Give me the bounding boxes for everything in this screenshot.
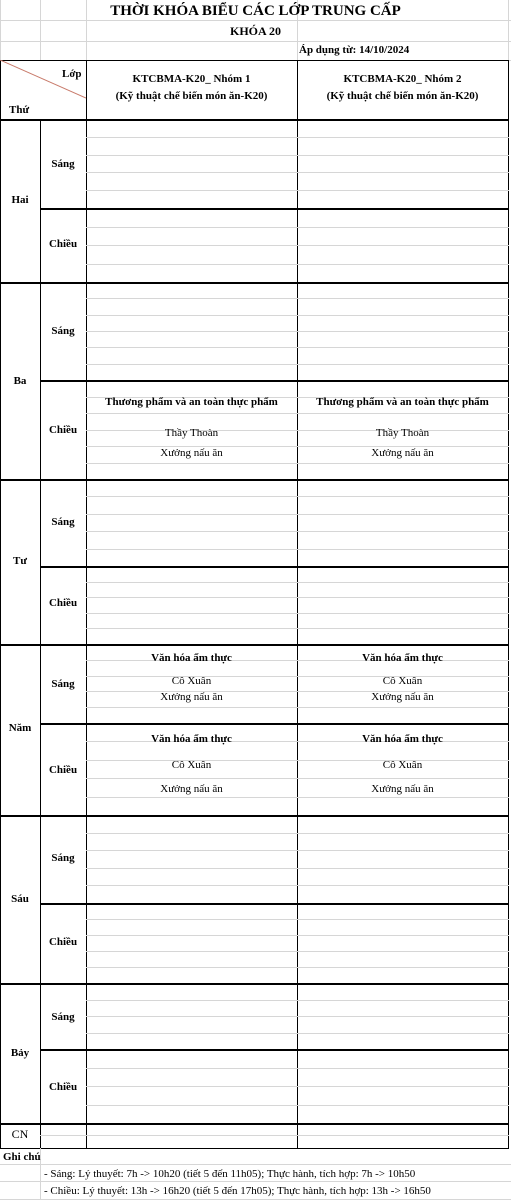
- grid-line: [0, 1123, 509, 1125]
- grid-line: [86, 549, 509, 550]
- grid-line: [86, 707, 509, 708]
- thu-am-g1-subject: Văn hóa ẩm thực: [151, 652, 232, 664]
- grid-line: [86, 1068, 509, 1069]
- day-label-thu: Năm: [8, 722, 32, 734]
- grid-line: [86, 1016, 509, 1017]
- thu-am-g2-teacher: Cô Xuân: [382, 675, 423, 687]
- thu-am-g2-room: Xưởng nấu ăn: [371, 691, 434, 703]
- grid-line: [86, 1086, 509, 1087]
- session-thu-afternoon: Chiều: [48, 764, 78, 776]
- tue-pm-g1-subject: Thương phẩm và an toàn thực phẩm: [105, 396, 278, 408]
- thu-pm-g2-teacher: Cô Xuân: [382, 759, 423, 771]
- corner-label-class: Lớp: [62, 68, 82, 80]
- thu-pm-g2-subject: Văn hóa ẩm thực: [362, 733, 443, 745]
- grid-line: [86, 613, 509, 614]
- session-mon-afternoon: Chiều: [48, 238, 78, 250]
- grid-line: [86, 190, 509, 191]
- grid-line: [86, 413, 509, 414]
- grid-line: [86, 850, 509, 851]
- thu-am-g2-subject: Văn hóa ẩm thực: [362, 652, 443, 664]
- grid-line: [0, 1164, 511, 1165]
- thu-pm-g1-teacher: Cô Xuân: [171, 759, 212, 771]
- session-mon-morning: Sáng: [51, 158, 75, 170]
- class2-name: KTCBMA-K20_ Nhóm 2: [343, 73, 462, 85]
- grid-line: [86, 797, 509, 798]
- grid-line: [0, 983, 509, 985]
- grid-line: [86, 582, 509, 583]
- session-wed-afternoon: Chiều: [48, 597, 78, 609]
- grid-line: [86, 951, 509, 952]
- session-tue-morning: Sáng: [51, 325, 75, 337]
- day-label-sun: CN: [11, 1127, 29, 1141]
- grid-line: [0, 1148, 509, 1149]
- apply-date: Áp dụng từ: 14/10/2024: [299, 44, 410, 56]
- grid-line: [86, 514, 509, 515]
- day-label-wed: Tư: [13, 555, 27, 567]
- grid-line: [86, 463, 509, 464]
- grid-line: [40, 119, 41, 1148]
- grid-line: [40, 208, 509, 210]
- grid-line: [0, 644, 509, 646]
- grid-line: [86, 1033, 509, 1034]
- grid-line: [0, 41, 511, 42]
- thu-pm-g2-room: Xưởng nấu ăn: [371, 783, 434, 795]
- session-tue-afternoon: Chiều: [48, 424, 78, 436]
- session-thu-morning: Sáng: [51, 678, 75, 690]
- tue-pm-g2-subject: Thương phẩm và an toàn thực phẩm: [316, 396, 489, 408]
- grid-line: [40, 903, 509, 905]
- class2-desc: (Kỹ thuật chế biến món ăn-K20): [326, 90, 479, 102]
- grid-line: [86, 778, 509, 779]
- notes-label: Ghi chú: [3, 1151, 41, 1163]
- grid-line: [86, 245, 509, 246]
- grid-line: [40, 380, 509, 382]
- page-title: THỜI KHÓA BIỂU CÁC LỚP TRUNG CẤP: [110, 3, 401, 19]
- grid-line: [86, 364, 509, 365]
- day-label-sat: Bảy: [10, 1047, 30, 1059]
- day-label-fri: Sáu: [11, 893, 29, 905]
- class1-desc: (Kỹ thuật chế biến món ăn-K20): [115, 90, 268, 102]
- grid-line: [40, 1049, 509, 1051]
- grid-line: [0, 1181, 511, 1182]
- page-subtitle: KHÓA 20: [229, 24, 281, 38]
- grid-line: [40, 566, 509, 568]
- grid-line: [86, 347, 509, 348]
- grid-line: [86, 298, 509, 299]
- grid-line: [0, 20, 511, 21]
- grid-line: [0, 282, 509, 284]
- grid-line: [0, 479, 509, 481]
- grid-line: [86, 496, 509, 497]
- session-sat-afternoon: Chiều: [48, 1081, 78, 1093]
- day-label-mon: Hai: [11, 194, 29, 206]
- grid-line: [40, 1135, 509, 1136]
- grid-line: [86, 531, 509, 532]
- grid-line: [0, 815, 509, 817]
- session-wed-morning: Sáng: [51, 516, 75, 528]
- grid-line: [86, 331, 509, 332]
- day-label-tue: Ba: [13, 375, 27, 387]
- thu-pm-g1-room: Xưởng nấu ăn: [160, 783, 223, 795]
- thu-am-g1-room: Xưởng nấu ăn: [160, 691, 223, 703]
- grid-line: [86, 833, 509, 834]
- grid-line: [86, 967, 509, 968]
- grid-line: [40, 723, 509, 725]
- tue-pm-g2-room: Xưởng nấu ăn: [371, 447, 434, 459]
- grid-line: [86, 868, 509, 869]
- class1-name: KTCBMA-K20_ Nhóm 1: [132, 73, 251, 85]
- grid-line: [86, 935, 509, 936]
- tue-pm-g1-room: Xưởng nấu ăn: [160, 447, 223, 459]
- session-fri-afternoon: Chiều: [48, 936, 78, 948]
- notes-line-morning: - Sáng: Lý thuyết: 7h -> 10h20 (tiết 5 đến 11h05); Thực hành, tích hợp: 7h -> 10h50: [44, 1168, 416, 1180]
- grid-line: [86, 628, 509, 629]
- grid-line: [86, 155, 509, 156]
- grid-line: [86, 1000, 509, 1001]
- session-sat-morning: Sáng: [51, 1011, 75, 1023]
- thu-am-g1-teacher: Cô Xuân: [171, 675, 212, 687]
- tue-pm-g1-teacher: Thầy Thoàn: [164, 427, 219, 439]
- grid-line: [86, 1105, 509, 1106]
- grid-line: [86, 919, 509, 920]
- tue-pm-g2-teacher: Thầy Thoàn: [375, 427, 430, 439]
- corner-label-day: Thứ: [9, 104, 30, 116]
- notes-line-afternoon: - Chiều: Lý thuyết: 13h -> 16h20 (tiết 5 đến 17h05); Thực hành, tích hợp: 13h -> 16h50: [44, 1185, 431, 1197]
- grid-line: [86, 172, 509, 173]
- grid-line: [86, 137, 509, 138]
- grid-line: [86, 885, 509, 886]
- grid-line: [86, 227, 509, 228]
- thu-pm-g1-subject: Văn hóa ẩm thực: [151, 733, 232, 745]
- session-fri-morning: Sáng: [51, 852, 75, 864]
- grid-line: [86, 315, 509, 316]
- grid-line: [86, 597, 509, 598]
- grid-line: [86, 264, 509, 265]
